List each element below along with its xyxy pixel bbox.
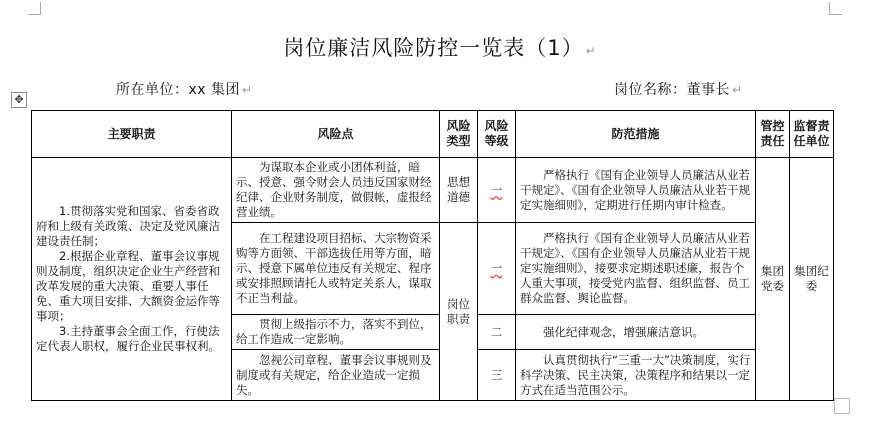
table-row xyxy=(32,158,834,223)
risk-control-table xyxy=(31,110,834,401)
risk-point-cell: 在工程建设项目招标、大宗物资采购等方面领、干部选拔任用等方面，暗示、授意下属单位违反有关规定、程序或安排照顾请托人或特定关系人，谋取不正当利益。 xyxy=(232,223,440,315)
measures-cell: 严格执行《国有企业领导人员廉洁从业若干规定》、《国有企业领导人员廉洁从业若干规定实施细则》，定期进行任期内审计检查。 xyxy=(516,158,756,223)
unit-label: 所在单位： xyxy=(116,82,189,98)
risk-point-cell: 贯彻上级指示不力，落实不到位，给工作造成一定影响。 xyxy=(232,315,440,350)
unit-info xyxy=(116,79,253,99)
page-corner-mark xyxy=(829,2,842,15)
measures-cell: 强化纪律观念，增强廉洁意识。 xyxy=(516,315,756,350)
header-risk-point: 风险点 xyxy=(232,111,440,158)
risk-level-cell: 三 xyxy=(478,350,516,401)
measures-cell: 严格执行《国有企业领导人员廉洁从业若干规定》、《国有企业领导人员廉洁从业若干规定实施细则》，接要求定期述职述廉，报告个人重大事项，接受党内监督、组织监督、员工群众监督、舆论监督。 xyxy=(516,223,756,315)
table-move-handle-icon[interactable]: ✥ xyxy=(11,92,27,108)
supervision-cell: 集团纪委 xyxy=(790,158,834,401)
header-supervision: 监督责任单位 xyxy=(790,111,834,158)
paragraph-mark-icon: ↵ xyxy=(732,83,743,97)
position-info xyxy=(614,79,743,99)
title-text: 岗位廉洁风险防控一览表（1） xyxy=(283,36,584,60)
position-label: 岗位名称： xyxy=(614,82,687,98)
page-corner-mark xyxy=(834,398,850,414)
management-cell: 集团党委 xyxy=(756,158,790,401)
duty-item: 2.根据企业章程、董事会议事规则及制度，组织决定企业生产经营和改革发展的重大决策、重要人事任免、重大项目安排、大额资金运作等事项； xyxy=(36,249,220,323)
page-corner-mark xyxy=(28,2,41,15)
measures-cell: 认真贯彻执行“三重一大”决策制度，实行科学决策、民主决策，决策程序和结果以一定方式在适当范围公示。 xyxy=(516,350,756,401)
table-header-row xyxy=(32,111,834,158)
risk-level-cell xyxy=(478,223,516,315)
header-duties: 主要职责 xyxy=(32,111,232,158)
risk-level-value: 一 xyxy=(490,261,503,275)
risk-point-cell: 为谋取本企业或小团体利益，暗示、授意、强令财会人员违反国家财经纪律、企业财务制度，做假帐，虚报经营业绩。 xyxy=(232,158,440,223)
header-risk-level: 风险等级 xyxy=(478,111,516,158)
duties-cell xyxy=(32,158,232,401)
paragraph-mark-icon: ↵ xyxy=(242,83,253,97)
header-measures: 防范措施 xyxy=(516,111,756,158)
header-management: 管控责任 xyxy=(756,111,790,158)
paragraph-mark-icon: ↵ xyxy=(585,44,597,58)
risk-level-cell: 二 xyxy=(478,315,516,350)
risk-type-cell: 岗位职责 xyxy=(440,223,478,401)
risk-type-cell: 思想道德 xyxy=(440,158,478,223)
risk-level-cell xyxy=(478,158,516,223)
duty-item: 1.贯彻落实党和国家、省委省政府和上级有关政策、决定及党风廉洁建设责任制； xyxy=(36,204,220,248)
risk-level-value: 一 xyxy=(490,182,503,197)
document-title xyxy=(0,32,880,62)
position-value: 董事长 xyxy=(686,82,730,98)
unit-value: xx 集团 xyxy=(188,82,241,98)
header-risk-type: 风险类型 xyxy=(440,111,478,158)
risk-point-cell: 忽视公司章程、董事会议事规则及制度或有关规定，给企业造成一定损失。 xyxy=(232,350,440,401)
duty-item: 3.主持董事会全面工作，行使法定代表人职权，履行企业民事权利。 xyxy=(36,324,220,353)
